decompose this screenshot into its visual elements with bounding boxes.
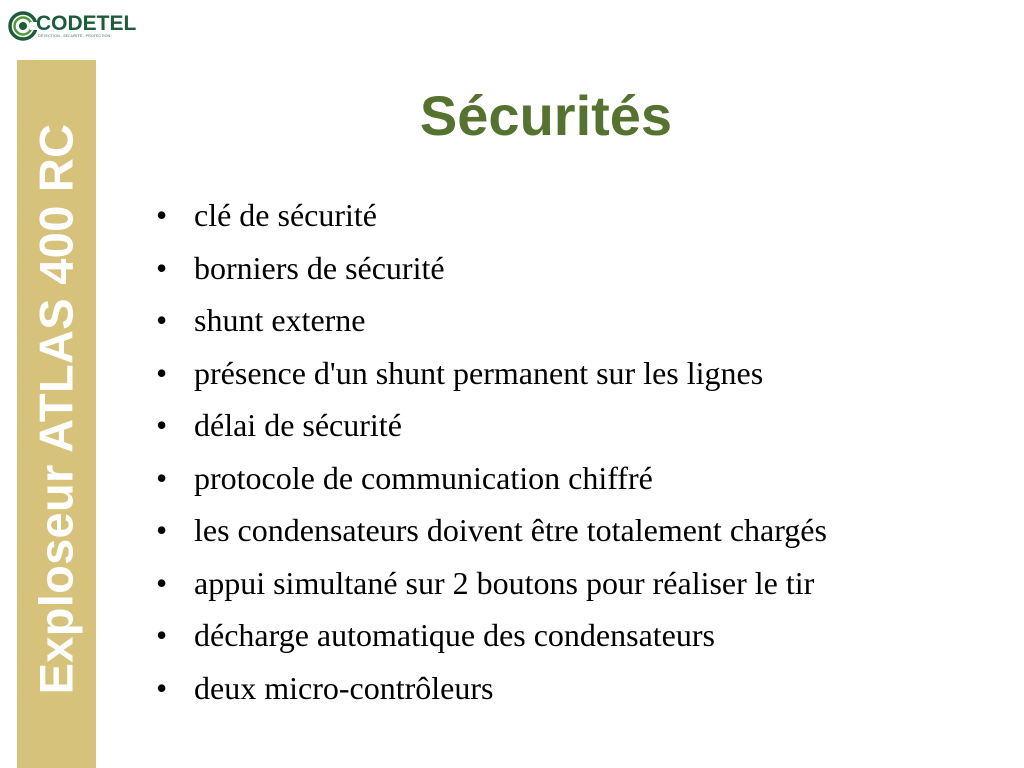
slide-title: Sécurités (419, 84, 673, 147)
list-item (156, 609, 827, 662)
bullet-icon: • (156, 302, 168, 338)
company-logo (8, 8, 136, 44)
list-item-text: deux micro-contrôleurs (194, 669, 494, 706)
logo-swirl-icon (8, 11, 38, 41)
bullet-icon: • (156, 197, 168, 233)
list-item (156, 504, 827, 557)
list-item-text: délai de sécurité (194, 407, 402, 443)
bullet-icon: • (156, 249, 168, 286)
bullet-icon: • (156, 407, 168, 443)
list-item (156, 294, 827, 347)
bullet-icon: • (156, 617, 168, 653)
bullet-icon: • (156, 669, 168, 706)
list-item-text: shunt externe (194, 302, 366, 338)
bullet-list (156, 189, 827, 714)
list-item (156, 662, 827, 715)
product-title-vertical: Exploseur ATLAS 400 RC (29, 123, 83, 695)
list-item-text: protocole de communication chiffré (194, 459, 653, 496)
bullet-icon: • (156, 564, 168, 601)
list-item (156, 452, 827, 505)
list-item-text: présence d'un shunt permanent sur les lignes (194, 354, 764, 391)
list-item (156, 557, 827, 610)
list-item (156, 242, 827, 295)
logo-tagline: DÉTECTION - SÉCURITÉ - PROTECTION (38, 34, 111, 39)
list-item-text: appui simultané sur 2 boutons pour réaliser le tir (194, 564, 815, 601)
logo-name: CODETEL (36, 12, 137, 36)
list-item-text: décharge automatique des condensateurs (194, 617, 715, 653)
list-item (156, 399, 827, 452)
bullet-icon: • (156, 354, 168, 391)
list-item-text: les condensateurs doivent être totalement chargés (194, 512, 827, 548)
list-item (156, 347, 827, 400)
list-item (156, 189, 827, 242)
bullet-icon: • (156, 512, 168, 548)
bullet-icon: • (156, 459, 168, 496)
list-item-text: clé de sécurité (194, 197, 377, 233)
list-item-text: borniers de sécurité (194, 249, 445, 286)
